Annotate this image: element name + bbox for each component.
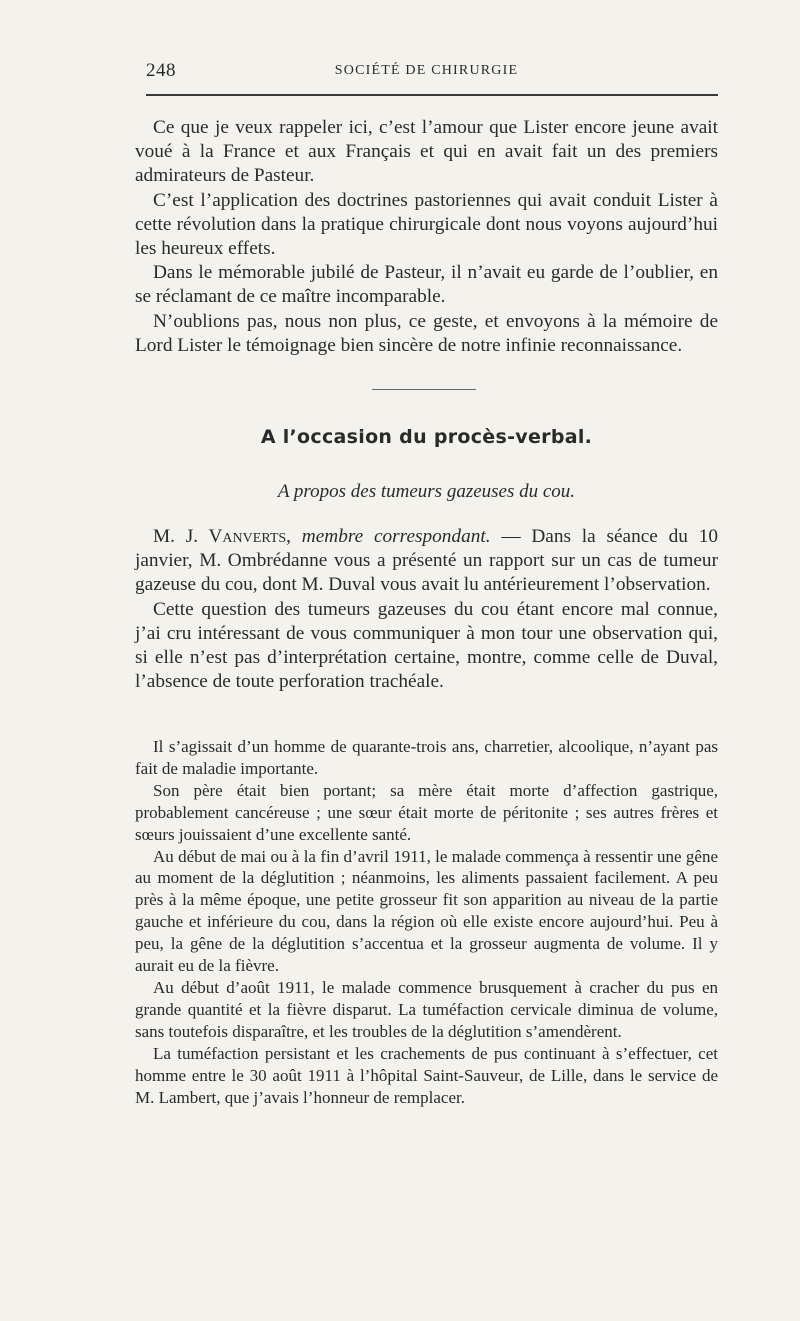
observation-text <box>135 736 718 1108</box>
observation-paragraph: La tuméfaction persistant et les crachements de pus continuant à s’effectuer, cet homme entre le 30 août 1911 à l’hôpital Saint-Sauveur, de Lille, dans le service de M. Lambert, que j’avais l’honneur de remplacer. <box>135 1043 718 1107</box>
page <box>135 56 718 1107</box>
communication-text <box>135 525 718 694</box>
observation-paragraph: Il s’agissait d’un homme de quarante-trois ans, charretier, alcoolique, n’ayant pas fait de maladie importante. <box>135 737 718 778</box>
header-rule <box>146 94 718 96</box>
intro-paragraph: C’est l’application des doctrines pastoriennes qui avait conduit Lister à cette révolution dans la pratique chirurgicale dont nous voyons aujourd’hui les heureux effets. <box>135 189 718 260</box>
page-number: 248 <box>146 60 176 81</box>
observation-paragraph: Au début d’août 1911, le malade commence brusquement à cracher du pus en grande quantité et la fièvre disparut. La tuméfaction cervicale diminua de volume, sans toutefois disparaître, et les troubles de la déglutition s’amendèrent. <box>135 977 718 1041</box>
intro-paragraph: Ce que je veux rappeler ici, c’est l’amour que Lister encore jeune avait voué à la France et aux Français et qui en avait fait un des premiers admirateurs de Pasteur. <box>135 117 718 187</box>
section-separator <box>372 389 476 390</box>
intro-paragraph: N’oublions pas, nous non plus, ce geste, et envoyons à la mémoire de Lord Lister le témoignage bien sincère de notre infinie reconnaissance. <box>135 310 718 356</box>
observation-paragraph: Au début de mai ou à la fin d’avril 1911, le malade commença à ressentir une gêne au moment de la déglutition ; néanmoins, les aliments passaient facilement. A peu près à la même époque, une petite grosseur fit son apparition au niveau de la partie gauche et inférieure du cou, dans la région où elle existe encore aujourd’hui. Peu à peu, la gêne de la déglutition s’accentua et la grosseur augmenta de volume. Il y aurait eu de la fièvre. <box>135 846 718 976</box>
communication-paragraph <box>135 525 718 598</box>
section-subtitle: A propos des tumeurs gazeuses du cou. <box>277 481 576 502</box>
observation-paragraph: Son père était bien portant; sa mère était morte d’affection gastrique, probablement cancéreuse ; une sœur était morte de péritonite ; ses autres frères et sœurs jouissaient d’une excellente santé. <box>135 780 718 844</box>
author-name: M. J. Vanverts, <box>153 526 291 547</box>
section-title: A l’occasion du procès-verbal. <box>260 426 593 448</box>
running-title: SOCIÉTÉ DE CHIRURGIE <box>334 63 519 78</box>
running-head <box>135 56 718 86</box>
author-role: membre correspondant. <box>301 526 491 547</box>
intro-paragraph: Dans le mémorable jubilé de Pasteur, il n’avait eu garde de l’oublier, en se réclamant de ce maître incomparable. <box>135 262 718 308</box>
communication-paragraph: Cette question des tumeurs gazeuses du cou étant encore mal connue, j’ai cru intéressant de vous communiquer à mon tour une observation qui, si elle n’est pas d’interprétation certaine, montre, comme celle de Duval, l’absence de toute perforation trachéale. <box>135 598 718 693</box>
intro-text <box>135 116 718 358</box>
communication-text-rest: — Dans la séance du 10 janvier, M. Ombrédanne vous a présenté un rapport sur un cas de tumeur gazeuse du cou, dont M. Duval vous avait lu antérieurement l’observation. <box>135 526 718 596</box>
